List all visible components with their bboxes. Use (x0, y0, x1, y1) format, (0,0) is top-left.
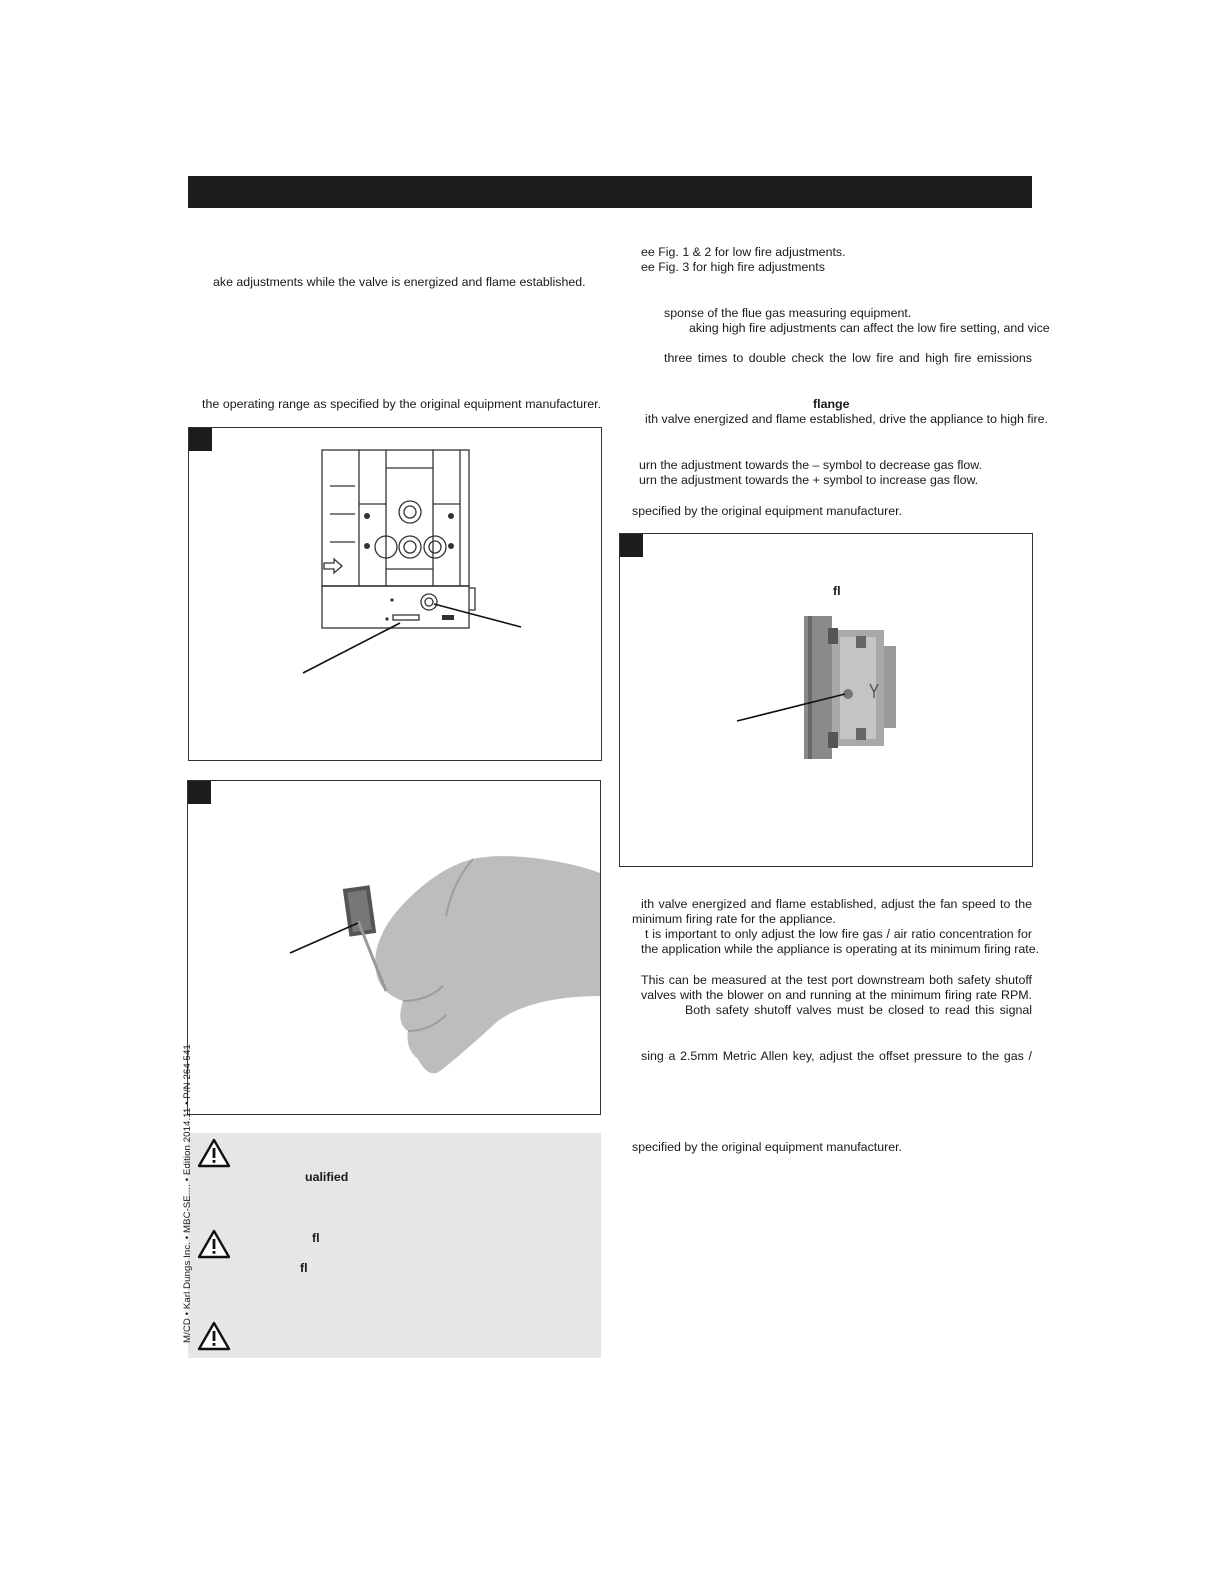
text-measured-2: valves with the blower on and running at the minimum firing rate RPM. (641, 988, 1032, 1002)
text-see-fig-high: ee Fig. 3 for high fire adjustments (641, 260, 825, 274)
warning-qualified-text: ualified (305, 1170, 349, 1184)
warning-fl-text-2: fl (300, 1261, 308, 1275)
figure-3-flange (619, 533, 1033, 867)
text-operating-range: the operating range as specified by the original equipment manufacturer. (202, 397, 601, 411)
hand-adjust-photo (188, 781, 600, 1114)
warning-box (188, 1133, 601, 1358)
text-making-high-fire: aking high fire adjustments can affect the low fire setting, and vice (689, 321, 1050, 335)
text-fan-speed-2: minimum firing rate for the appliance. (632, 912, 836, 926)
text-specified-oem-1: specified by the original equipment manufacturer. (632, 504, 902, 518)
heading-flange: flange (813, 397, 850, 411)
figure-3-label: fl (833, 584, 841, 598)
vertical-footer-text: M/CD • Karl Dungs Inc. • MBC-SE.... • Edition 2014.11 • P/N 264 541 (182, 1044, 193, 1343)
warning-triangle-icon (197, 1321, 231, 1351)
warning-triangle-icon (197, 1229, 231, 1259)
text-fan-speed-1: ith valve energized and flame established, adjust the fan speed to the (641, 897, 1032, 911)
text-important-2: the application while the appliance is operating at its minimum firing rate. (641, 942, 1040, 956)
text-important-1: t is important to only adjust the low fire gas / air ratio concentration for (645, 927, 1032, 941)
text-see-fig-low: ee Fig. 1 & 2 for low fire adjustments. (641, 245, 846, 259)
text-turn-increase: urn the adjustment towards the + symbol to increase gas flow. (639, 473, 979, 487)
valve-front-drawing (189, 428, 601, 760)
warning-fl-text-1: fl (312, 1231, 320, 1245)
text-response: sponse of the flue gas measuring equipment. (664, 306, 912, 320)
text-allen-key: sing a 2.5mm Metric Allen key, adjust the offset pressure to the gas / (641, 1049, 1032, 1063)
section-header-bar (188, 176, 1032, 208)
text-measured-3: Both safety shutoff valves must be closed to read this signal (685, 1003, 1032, 1017)
text-adjust-energized: ake adjustments while the valve is energized and flame established. (213, 275, 586, 289)
text-three-times: three times to double check the low fire and high fire emissions (664, 351, 1032, 365)
figure-1-valve-front (188, 427, 602, 761)
figure-2-hand-adjust (187, 780, 601, 1115)
flange-photo (620, 534, 1032, 866)
text-measured-1: This can be measured at the test port downstream both safety shutoff (641, 973, 1032, 987)
text-specified-oem-2: specified by the original equipment manufacturer. (632, 1140, 902, 1154)
text-turn-decrease: urn the adjustment towards the – symbol to decrease gas flow. (639, 458, 982, 472)
warning-triangle-icon (197, 1138, 231, 1168)
text-valve-energized-high: ith valve energized and flame established, drive the appliance to high fire. (645, 412, 1048, 426)
